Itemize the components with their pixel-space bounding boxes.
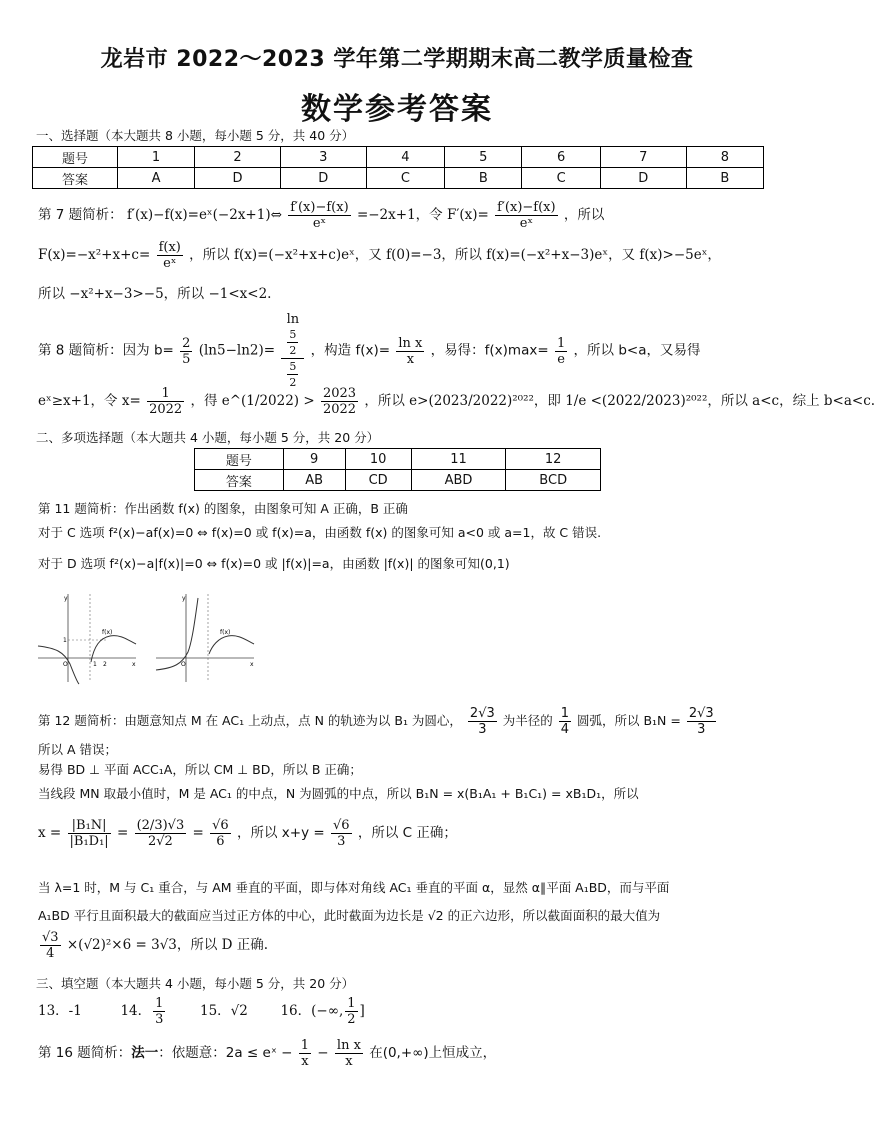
denominator: 3: [478, 722, 487, 737]
tick-x1: 1: [93, 661, 97, 668]
q12-text: ，所以 C 正确；: [357, 825, 457, 841]
fraction: [157, 240, 183, 271]
numerator: 2: [182, 335, 191, 351]
fraction: [180, 336, 192, 367]
axis-label-x: x: [132, 661, 136, 668]
fraction: [555, 336, 567, 367]
table-cell: C: [522, 168, 600, 189]
table-row: [195, 449, 601, 470]
table-cell: 3: [280, 147, 366, 168]
q8-line2: [38, 386, 875, 417]
q12-text: 圆弧，所以 B₁N =: [577, 713, 681, 728]
numerator: [281, 312, 304, 359]
q12-line6: 当 λ=1 时，M 与 C₁ 重合，与 AM 垂直的平面，即与体对角线 AC₁ 垂直的平面 α，显然 α∥平面 A₁BD，而与平面: [38, 880, 670, 895]
curve-right: [209, 636, 254, 654]
numerator: 2√3: [688, 706, 714, 721]
table-row-label: 题号: [33, 147, 118, 168]
nested-fraction: [281, 312, 304, 390]
q16-text: −: [317, 1045, 329, 1061]
table-cell: 9: [283, 449, 345, 470]
denominator: eˣ: [163, 256, 177, 271]
q8-text: ，所以 e>(2023/2022)²⁰²²，即 1/e <(2022/2023)²⁰²²，所以 a<c，综上 b<a<c.: [364, 393, 875, 409]
denominator: 2√2: [147, 834, 173, 849]
fraction: [68, 818, 111, 849]
table-cell: C: [366, 168, 444, 189]
tick-x2: 2: [103, 661, 107, 668]
q16-line1: [38, 1038, 496, 1069]
q7-text: f′(x)−f(x)=eˣ(−2x+1)⇔: [126, 207, 282, 223]
q12-line8: [38, 930, 268, 961]
table-cell: 7: [600, 147, 686, 168]
denominator: x: [406, 351, 415, 367]
denominator: |B₁D₁|: [69, 834, 109, 849]
ln-text: ln: [286, 312, 300, 327]
q12-text: 为半径的: [502, 713, 553, 728]
fraction: [321, 386, 358, 417]
numerator: f′(x)−f(x): [290, 200, 349, 215]
numerator: ln x: [398, 335, 423, 351]
denominator: eˣ: [519, 216, 533, 231]
axis-label-x: x: [250, 661, 254, 668]
table-cell: 11: [411, 449, 506, 470]
denominator: 2022: [149, 402, 183, 417]
numerator: 1: [347, 996, 356, 1011]
fraction: [468, 706, 497, 737]
table-cell: 5: [445, 147, 522, 168]
q12-line5: [38, 818, 457, 849]
q12-line4: 当线段 MN 取最小值时，M 是 AC₁ 的中点，N 为圆弧的中点，所以 B₁N = x(B₁A₁ + B₁C₁) = xB₁D₁，所以: [38, 786, 639, 801]
answer-16: 16．(−∞,: [280, 1003, 344, 1019]
fill-in-answers: [38, 996, 365, 1027]
q8-line1: [38, 312, 700, 390]
curve-label: f(x): [220, 629, 231, 636]
axis-label-y: y: [64, 595, 68, 602]
document-title: 龙岩市 2022～2023 学年第二学期期末高二教学质量检查: [100, 47, 694, 72]
q7-text: ，所以: [563, 207, 605, 223]
denominator: 5: [182, 351, 191, 367]
denominator: 2: [347, 1012, 356, 1027]
table-cell: 10: [345, 449, 411, 470]
answer-14: 14．: [120, 1003, 152, 1019]
graph-abs-f: [154, 590, 264, 686]
q12-text: ，所以 x+y =: [236, 825, 325, 841]
q7-text: ，所以 f(x)=(−x²+x+c)eˣ，又 f(0)=−3，所以 f(x)=(−x²+x−3)eˣ，又 f(x)>−5eˣ，: [189, 247, 721, 263]
fraction: [288, 200, 350, 231]
q12-line7: A₁BD 平行且面积最大的截面应当过正方体的中心，此时截面为边长是 √2 的正六边形，所以截面面积的最大值为: [38, 908, 661, 923]
q8-text: ，所以 b<a，又易得: [573, 342, 701, 359]
denominator: 3: [337, 834, 346, 849]
table-cell: 6: [522, 147, 600, 168]
table-cell: A: [118, 168, 195, 189]
table-cell: B: [445, 168, 522, 189]
numerator: f(x): [158, 240, 181, 255]
q8-text: ，易得：f(x)max=: [430, 342, 549, 359]
numerator: √6: [212, 818, 229, 833]
denominator: e: [557, 351, 565, 367]
q7-text: =−2x+1，令: [356, 207, 443, 223]
section3-heading: 三、填空题（本大题共 4 小题，每小题 5 分，共 20 分）: [36, 976, 355, 991]
table-cell: 4: [366, 147, 444, 168]
table-row-label: 题号: [195, 449, 284, 470]
table-cell: CD: [345, 470, 411, 491]
denominator: x: [345, 1054, 353, 1069]
numerator: 1: [147, 386, 184, 402]
q16-text: ：依题意：2a ≤ eˣ −: [158, 1045, 293, 1061]
q7-text: F′(x)=: [446, 207, 489, 223]
fraction: [396, 336, 424, 367]
numerator: √6: [332, 818, 350, 833]
graph-f: [36, 590, 146, 686]
fraction: [135, 818, 187, 849]
q12-text: 第 12 题简析：由题意知点 M 在 AC₁ 上动点，点 N 的轨迹为以 B₁ 为圆心，: [38, 713, 462, 728]
q12-line3: 易得 BD ⊥ 平面 ACC₁A，所以 CM ⊥ BD，所以 B 正确；: [38, 762, 362, 777]
denominator: eˣ: [312, 216, 327, 231]
q12-text: ×(√2)²×6 = 3√3，所以 D 正确.: [66, 937, 269, 953]
table-cell: BCD: [506, 470, 601, 491]
fraction: [40, 930, 61, 961]
curve-label: f(x): [102, 629, 113, 636]
numerator: f′(x)−f(x): [497, 200, 556, 215]
q12-text: x =: [38, 825, 62, 841]
document-subtitle: 数学参考答案: [301, 92, 493, 127]
fraction: [559, 706, 571, 737]
fraction: [335, 1038, 363, 1069]
table-row-label: 答案: [33, 168, 118, 189]
numerator: |B₁N|: [68, 818, 111, 834]
fraction: [345, 996, 357, 1027]
q12-text: =: [116, 825, 129, 841]
curve-left: [156, 598, 198, 670]
q11-line1: 第 11 题简析：作出函数 f(x) 的图象，由图象可知 A 正确，B 正确: [38, 501, 408, 516]
q16-method: 法一: [131, 1045, 159, 1061]
q8-text: ，得 e^(1/2022) >: [190, 393, 315, 409]
table-cell: 12: [506, 449, 601, 470]
fraction: [495, 200, 557, 231]
numerator: 1: [560, 706, 570, 721]
fraction: [299, 1038, 311, 1069]
denominator: 3: [697, 722, 706, 737]
denominator: 2022: [322, 402, 357, 417]
table-cell: B: [686, 168, 763, 189]
q8-text: 第 8 题简析：因为 b=: [38, 342, 174, 359]
answer-16-end: ]: [359, 1003, 365, 1019]
denominator: 3: [155, 1012, 164, 1027]
numerator: 1: [155, 996, 164, 1011]
axis-label-y: y: [182, 595, 186, 602]
table-cell: D: [600, 168, 686, 189]
table-cell: ABD: [411, 470, 506, 491]
table-cell: 2: [195, 147, 281, 168]
table-row: [33, 168, 764, 189]
denominator: 4: [46, 946, 55, 961]
answer-15: 15．√2: [200, 1003, 248, 1019]
denominator: 4: [560, 722, 570, 737]
q8-text: ，构造 f(x)=: [310, 342, 391, 359]
fraction: [687, 706, 716, 737]
q8-text: (ln5−ln2)=: [198, 342, 276, 359]
q7-label: 第 7 题简析：: [38, 207, 123, 223]
numerator: ln x: [336, 1038, 361, 1053]
denominator: x: [301, 1054, 309, 1069]
tick-origin: O: [63, 661, 68, 668]
denominator: 6: [216, 834, 225, 849]
tick-origin: O: [181, 661, 186, 668]
q7-text: F(x)=−x²+x+c=: [38, 247, 151, 263]
q7-line1: [38, 200, 604, 231]
numerator: √3: [42, 930, 59, 945]
q12-line1: [38, 706, 718, 737]
q7-line3: 所以 −x²+x−3>−5，所以 −1<x<2.: [38, 286, 272, 302]
q11-line2: 对于 C 选项 f²(x)−af(x)=0 ⇔ f(x)=0 或 f(x)=a，由函数 f(x) 的图象可知 a<0 或 a=1，故 C 错误.: [38, 525, 602, 540]
fraction: [147, 386, 184, 417]
curve-left: [38, 646, 79, 684]
denominator: 2: [289, 376, 297, 389]
section1-answer-table: [32, 146, 764, 189]
table-row: [195, 470, 601, 491]
q12-line2: 所以 A 错误；: [38, 742, 117, 757]
numerator: 5: [289, 360, 297, 373]
q7-line2: [38, 240, 721, 271]
table-cell: 8: [686, 147, 763, 168]
table-cell: D: [195, 168, 281, 189]
tick-y1: 1: [63, 637, 67, 644]
q8-text: eˣ≥x+1，令 x=: [38, 393, 141, 409]
section2-heading: 二、多项选择题（本大题共 4 小题，每小题 5 分，共 20 分）: [36, 430, 380, 445]
fraction: [331, 818, 352, 849]
fraction: [153, 996, 165, 1027]
table-row-label: 答案: [195, 470, 284, 491]
section2-answer-table: [194, 448, 601, 491]
table-cell: D: [280, 168, 366, 189]
numerator: 2√3: [469, 706, 495, 721]
table-cell: AB: [283, 470, 345, 491]
numerator: (2/3)√3: [136, 818, 185, 833]
table-row: [33, 147, 764, 168]
numerator: 1: [556, 335, 566, 351]
fraction: [210, 818, 231, 849]
q12-text: =: [192, 825, 204, 841]
table-cell: 1: [118, 147, 195, 168]
q11-line3: 对于 D 选项 f²(x)−a|f(x)|=0 ⇔ f(x)=0 或 |f(x)|=a，由函数 |f(x)| 的图象可知(0,1): [38, 556, 510, 571]
answer-13: 13．-1: [38, 1003, 82, 1019]
denominator: 2: [289, 344, 297, 357]
numerator: 1: [300, 1038, 309, 1053]
numerator: 2023: [322, 386, 357, 401]
q16-text: 第 16 题简析：: [38, 1045, 132, 1061]
numerator: 5: [289, 328, 297, 341]
section1-heading: 一、选择题（本大题共 8 小题，每小题 5 分，共 40 分）: [36, 128, 355, 143]
q16-text: 在(0,+∞)上恒成立，: [369, 1045, 497, 1061]
